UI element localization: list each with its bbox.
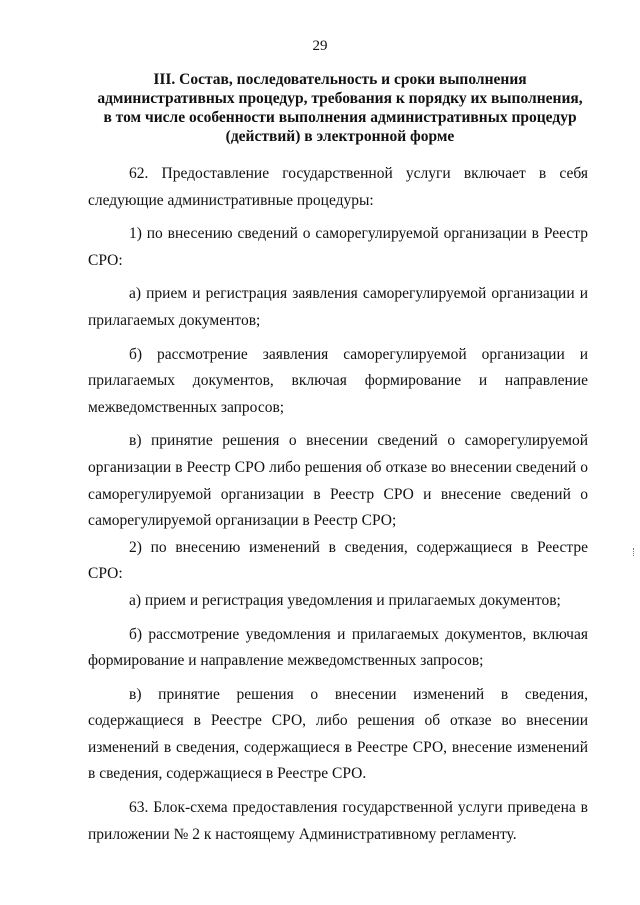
list-item-1c: в) принятие решения о внесении сведений о саморегулируемой организации в Реестр СРО либо решения об отказе во внесении сведений о саморегулируемой организации в Реестр СРО и внесение сведений о саморегулируемой организации в Реестр СРО;: [88, 432, 588, 530]
list-item-2: 2) по внесению изменений в сведения, содержащиеся в Реестре СРО:: [88, 538, 588, 583]
section-title-line: (действий) в электронной форме: [225, 128, 455, 145]
section-title-line: в том числе особенности выполнения административных процедур: [103, 109, 577, 126]
scan-margin-mark: [633, 548, 636, 556]
list-item-2c: в) принятие решения о внесении изменений в сведения, содержащиеся в Реестре СРО, либо решения об отказе во внесении изменений в сведения, содержащиеся в Реестре СРО, внесение изменений в сведения, содержащиеся в Реестре СРО.: [88, 685, 588, 783]
section-title-line: III. Состав, последовательность и сроки выполнения: [153, 71, 527, 88]
section-title: [90, 70, 590, 146]
list-item-2b: б) рассмотрение уведомления и прилагаемых документов, включая формирование и направление межведомственных запросов;: [88, 625, 588, 670]
paragraph-63: 63. Блок-схема предоставления государственной услуги приведена в приложении № 2 к настоящему Административному регламенту.: [88, 799, 588, 843]
list-item-2a: а) прием и регистрация уведомления и прилагаемых документов;: [129, 591, 561, 609]
list-item-1: 1) по внесению сведений о саморегулируемой организации в Реестр СРО:: [88, 225, 588, 269]
document-body: [88, 161, 588, 848]
page-number: 29: [312, 38, 328, 54]
section-title-line: административных процедур, требования к порядку их выполнения,: [97, 90, 583, 107]
paragraph-62: 62. Предоставление государственной услуги включает в себя следующие административные процедуры:: [88, 165, 588, 209]
list-item-1a: а) прием и регистрация заявления саморегулируемой организации и прилагаемых документов;: [88, 285, 588, 329]
list-item-1b: б) рассмотрение заявления саморегулируемой организации и прилагаемых документов, включая формирование и направление межведомственных запросов;: [88, 345, 588, 416]
